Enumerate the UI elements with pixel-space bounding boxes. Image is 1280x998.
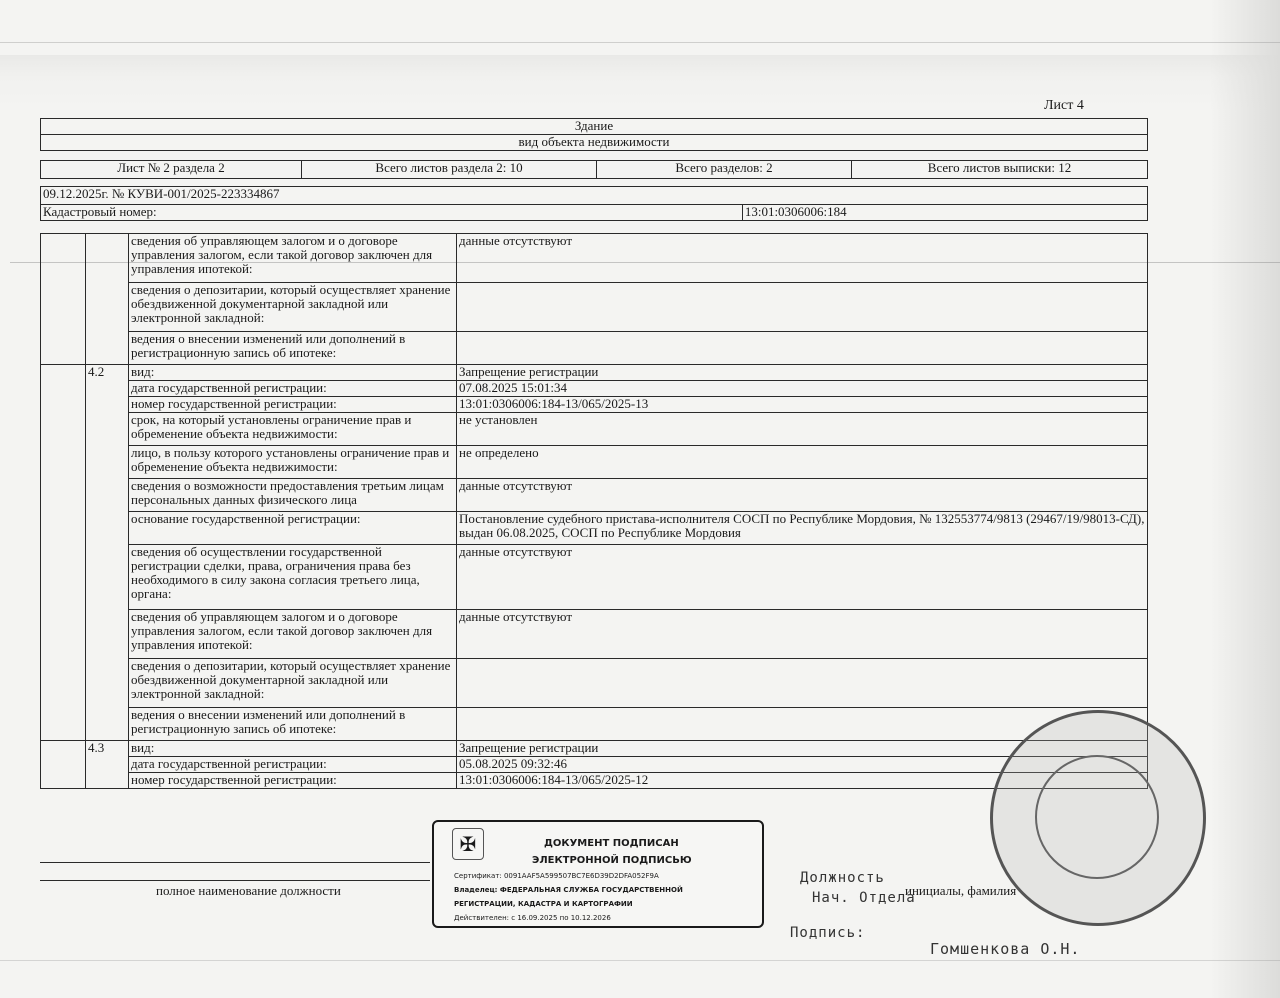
row-label: номер государственной регистрации: xyxy=(129,397,457,413)
total-sheets-extract: Всего листов выписки: 12 xyxy=(852,161,1148,179)
esign-title-1: ДОКУМЕНТ ПОДПИСАН xyxy=(544,838,679,849)
position-line xyxy=(40,862,430,863)
extract-number: 09.12.2025г. № КУВИ-001/2025-223334867 xyxy=(41,187,1148,205)
table-row xyxy=(41,381,1148,397)
table-row xyxy=(41,413,1148,446)
section-number: 4.3 xyxy=(86,741,129,789)
object-caption: вид объекта недвижимости xyxy=(41,135,1148,151)
row-value: не определено xyxy=(457,446,1148,479)
row-label: срок, на который установлены ограничение прав и обременение объекта недвижимости: xyxy=(129,413,457,446)
row-value xyxy=(457,659,1148,708)
esign-owner-1: Владелец: ФЕДЕРАЛЬНАЯ СЛУЖБА ГОСУДАРСТВЕННОЙ xyxy=(454,886,683,894)
handwritten-department: Нач. Отдела xyxy=(812,890,916,906)
row-label: вид: xyxy=(129,365,457,381)
table-row xyxy=(41,234,1148,283)
row-label: сведения о депозитарии, который осуществляет хранение обездвиженной документарной закладной или электронной закладной: xyxy=(129,659,457,708)
cadastral-label: Кадастровый номер: xyxy=(41,205,743,221)
total-sheets-section: Всего листов раздела 2: 10 xyxy=(302,161,597,179)
total-sections: Всего разделов: 2 xyxy=(597,161,852,179)
table-row xyxy=(41,332,1148,365)
object-header-table xyxy=(40,118,1148,151)
row-value: 07.08.2025 15:01:34 xyxy=(457,381,1148,397)
row-label: сведения о возможности предоставления третьим лицам персональных данных физического лица xyxy=(129,479,457,512)
position-line xyxy=(40,880,430,881)
signature-label: Подпись: xyxy=(790,925,866,941)
row-value: данные отсутствуют xyxy=(457,545,1148,610)
row-value xyxy=(457,283,1148,332)
table-row xyxy=(41,773,1148,789)
esign-validity: Действителен: с 16.09.2025 по 10.12.2026 xyxy=(454,914,611,922)
row-value: Постановление судебного пристава-исполнителя СОСП по Республике Мордовия, № 132553774/9813 (29467/19/98013-СД), выдан 06.08.2025, СОСП по Республике Мордовия xyxy=(457,512,1148,545)
row-value: Запрещение регистрации xyxy=(457,365,1148,381)
row-value: 05.08.2025 09:32:46 xyxy=(457,757,1148,773)
section-number: 4.2 xyxy=(86,365,129,741)
row-label: вид: xyxy=(129,741,457,757)
row-value: 13:01:0306006:184-13/065/2025-12 xyxy=(457,773,1148,789)
table-row xyxy=(41,365,1148,381)
row-label: сведения об управляющем залогом и о договоре управления залогом, если такой договор заключен для управления ипотекой: xyxy=(129,610,457,659)
row-label: дата государственной регистрации: xyxy=(129,757,457,773)
scan-noise xyxy=(0,42,1280,43)
initials-label: инициалы, фамилия xyxy=(905,883,1017,898)
sheet-number: Лист 4 xyxy=(1044,98,1084,113)
position-label: полное наименование должности xyxy=(156,883,341,898)
table-row xyxy=(41,397,1148,413)
row-label: номер государственной регистрации: xyxy=(129,773,457,789)
object-type: Здание xyxy=(41,119,1148,135)
row-label: сведения об управляющем залогом и о договоре управления залогом, если такой договор заключен для управления ипотекой: xyxy=(129,234,457,283)
esign-title-2: ЭЛЕКТРОННОЙ ПОДПИСЬЮ xyxy=(532,855,692,866)
table-row xyxy=(41,610,1148,659)
table-row xyxy=(41,446,1148,479)
row-label: ведения о внесении изменений или дополнений в регистрационную запись об ипотеке: xyxy=(129,332,457,365)
table-row xyxy=(41,757,1148,773)
table-row xyxy=(41,659,1148,708)
row-value: 13:01:0306006:184-13/065/2025-13 xyxy=(457,397,1148,413)
table-row xyxy=(41,283,1148,332)
seal-emblem xyxy=(1035,755,1159,879)
row-value: данные отсутствуют xyxy=(457,479,1148,512)
row-value: не установлен xyxy=(457,413,1148,446)
row-label: ведения о внесении изменений или дополнений в регистрационную запись об ипотеке: xyxy=(129,708,457,741)
row-value xyxy=(457,332,1148,365)
sheet-info-table xyxy=(40,160,1148,179)
row-value: данные отсутствуют xyxy=(457,234,1148,283)
table-row xyxy=(41,512,1148,545)
row-label: лицо, в пользу которого установлены ограничение прав и обременение объекта недвижимости: xyxy=(129,446,457,479)
esign-owner-2: РЕГИСТРАЦИИ, КАДАСТРА И КАРТОГРАФИИ xyxy=(454,900,633,908)
handwritten-position: Должность xyxy=(800,870,885,886)
row-label: дата государственной регистрации: xyxy=(129,381,457,397)
table-row xyxy=(41,479,1148,512)
sheet-of-section: Лист № 2 раздела 2 xyxy=(41,161,302,179)
signatory-name: Гомшенкова О.Н. xyxy=(930,940,1081,958)
emblem-icon: ✠ xyxy=(452,828,484,860)
row-value: Запрещение регистрации xyxy=(457,741,1148,757)
scan-noise xyxy=(0,960,1280,961)
cadastral-value: 13:01:0306006:184 xyxy=(742,205,1147,221)
encumbrance-table xyxy=(40,233,1148,789)
table-row xyxy=(41,545,1148,610)
esign-certificate: Сертификат: 0091AAF5A599507BC7E6D39D2DFA052F9A xyxy=(454,872,659,880)
table-row xyxy=(41,708,1148,741)
extract-info-table xyxy=(40,186,1148,221)
scan-shadow-right xyxy=(1210,0,1280,998)
row-label: сведения об осуществлении государственной регистрации сделки, права, ограничения права без необходимого в силу закона согласия третьего лица, органа: xyxy=(129,545,457,610)
electronic-signature-stamp xyxy=(432,820,764,928)
row-label: сведения о депозитарии, который осуществляет хранение обездвиженной документарной закладной или электронной закладной: xyxy=(129,283,457,332)
scan-shadow-top xyxy=(0,55,1280,110)
table-row xyxy=(41,741,1148,757)
row-label: основание государственной регистрации: xyxy=(129,512,457,545)
row-value: данные отсутствуют xyxy=(457,610,1148,659)
